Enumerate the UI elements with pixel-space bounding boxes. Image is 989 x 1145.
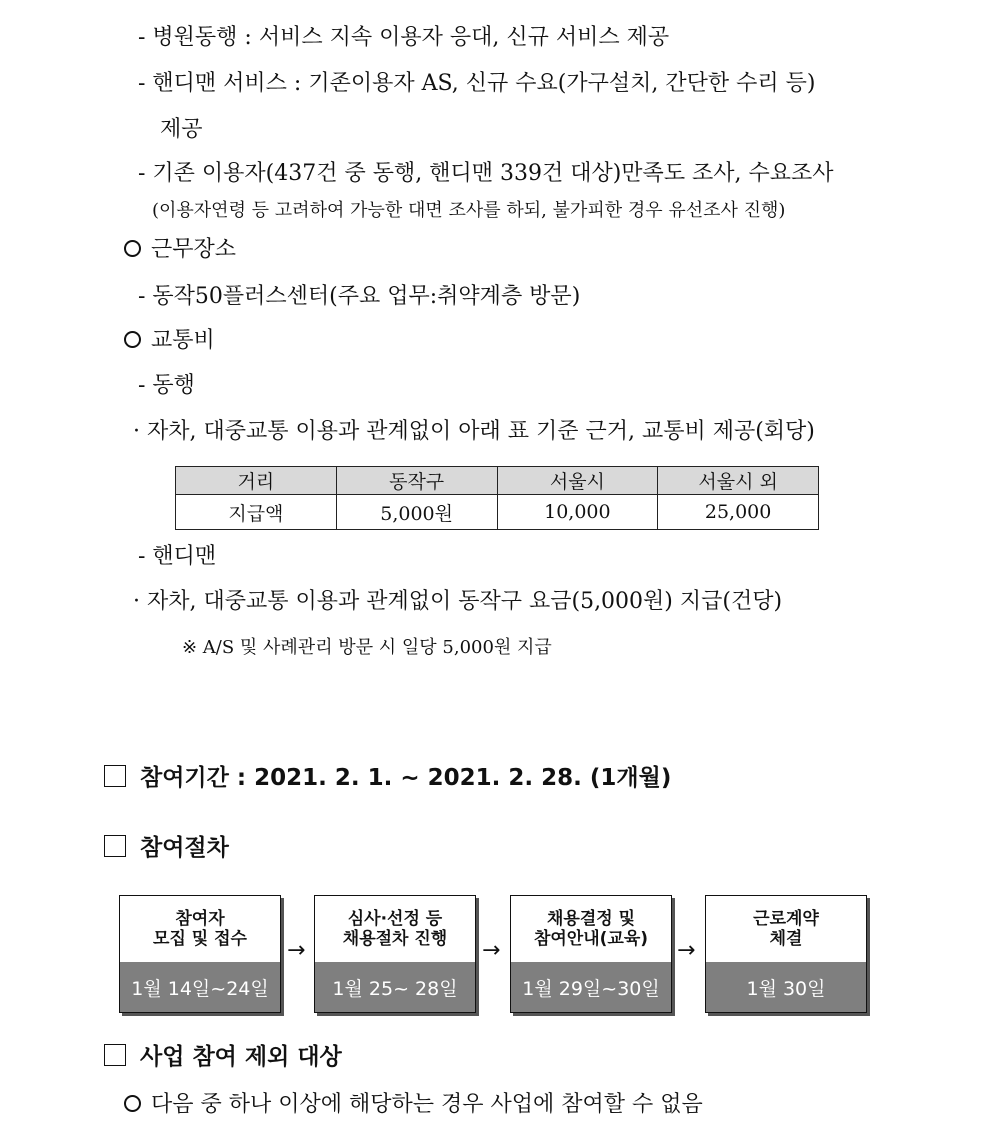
section-procedure-text: 참여절차	[140, 835, 229, 861]
step-date: 1월 14일~24일	[120, 962, 280, 1012]
procedure-step	[119, 895, 281, 1013]
fee-header-dongjak: 동작구	[336, 467, 497, 495]
transport-note: ※ A/S 및 사례관리 방문 시 일당 5,000원 지급	[182, 637, 552, 658]
transport-accompany-detail: · 자차, 대중교통 이용과 관계없이 아래 표 기준 근거, 교통비 제공(회당)	[133, 419, 815, 444]
transport-handyman: - 핸디맨	[138, 544, 217, 569]
service-line-handyman-cont: 제공	[160, 117, 203, 142]
fee-table	[175, 466, 819, 530]
service-line-hospital: - 병원동행 : 서비스 지속 이용자 응대, 신규 서비스 제공	[138, 25, 670, 50]
step-date: 1월 25~ 28일	[315, 962, 475, 1012]
fee-cell-outside: 25,000	[658, 495, 819, 530]
section-period	[104, 764, 671, 792]
fee-cell-dongjak: 5,000원	[336, 495, 497, 530]
circle-bullet-icon	[124, 240, 141, 257]
arrow-right-icon: →	[677, 938, 696, 963]
heading-workplace	[124, 236, 236, 264]
workplace-line: - 동작50플러스센터(주요 업무:취약계층 방문)	[138, 284, 581, 309]
checkbox-square-icon	[104, 835, 126, 857]
checkbox-square-icon	[104, 1044, 126, 1066]
survey-note: (이용자연령 등 고려하여 가능한 대면 조사를 하되, 불가피한 경우 유선조사 진행)	[152, 200, 786, 221]
section-procedure	[104, 834, 229, 862]
service-line-survey: - 기존 이용자(437건 중 동행, 핸디맨 339건 대상)만족도 조사, 수요조사	[138, 161, 834, 186]
checkbox-square-icon	[104, 765, 126, 787]
step-date: 1월 29일~30일	[511, 962, 671, 1012]
exclusion-item	[124, 1091, 703, 1119]
heading-transport-text: 교통비	[151, 328, 215, 353]
step-title: 심사·선정 등 채용절차 진행	[342, 909, 448, 949]
section-exclusion	[104, 1043, 342, 1071]
step-title: 참여자 모집 및 접수	[153, 909, 247, 949]
circle-bullet-icon	[124, 1095, 141, 1112]
circle-bullet-icon	[124, 331, 141, 348]
section-period-text: 참여기간 : 2021. 2. 1. ~ 2021. 2. 28. (1개월)	[140, 765, 672, 791]
step-title: 채용결정 및 참여안내(교육)	[533, 909, 649, 949]
transport-accompany: - 동행	[138, 373, 195, 398]
procedure-step	[510, 895, 672, 1013]
heading-transport	[124, 327, 215, 355]
arrow-right-icon: →	[287, 938, 306, 963]
exclusion-item-text: 다음 중 하나 이상에 해당하는 경우 사업에 참여할 수 없음	[151, 1092, 703, 1117]
fee-header-outside: 서울시 외	[658, 467, 819, 495]
fee-cell-label: 지급액	[176, 495, 337, 530]
arrow-right-icon: →	[482, 938, 501, 963]
step-date: 1월 30일	[706, 962, 866, 1012]
section-exclusion-text: 사업 참여 제외 대상	[140, 1044, 342, 1070]
procedure-step	[314, 895, 476, 1013]
fee-header-seoul: 서울시	[497, 467, 658, 495]
heading-workplace-text: 근무장소	[151, 237, 237, 262]
fee-table-row	[176, 495, 819, 530]
service-line-handyman: - 핸디맨 서비스 : 기존이용자 AS, 신규 수요(가구설치, 간단한 수리 등)	[138, 71, 816, 96]
transport-handyman-detail: · 자차, 대중교통 이용과 관계없이 동작구 요금(5,000원) 지급(건당)	[133, 589, 783, 614]
step-title: 근로계약 체결	[753, 909, 819, 949]
fee-table-header-row	[176, 467, 819, 495]
fee-cell-seoul: 10,000	[497, 495, 658, 530]
fee-header-distance: 거리	[176, 467, 337, 495]
procedure-step	[705, 895, 867, 1013]
